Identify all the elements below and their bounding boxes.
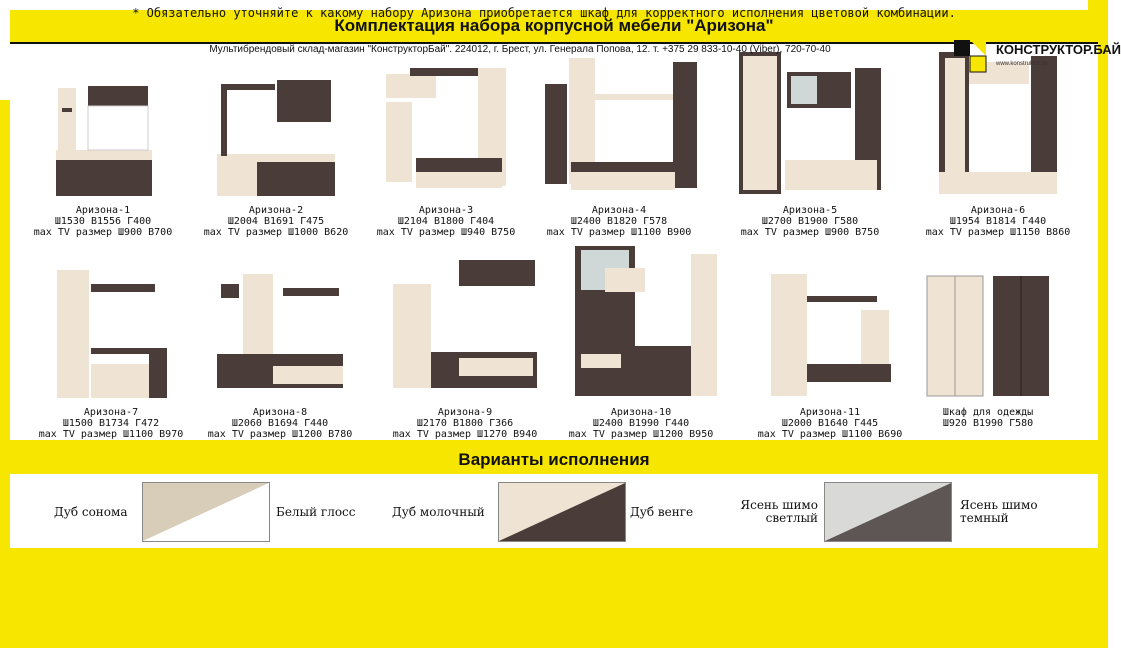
furniture-image [561, 242, 721, 400]
furniture-image [213, 270, 347, 400]
furniture-image [211, 74, 341, 198]
product-name: Аризона-9 [437, 407, 493, 418]
variants-title: Варианты исполнения [10, 449, 1098, 471]
product-name: Аризона-11 [799, 407, 861, 418]
swatch-label-left: Ясень шимо светлый [740, 498, 818, 525]
furniture-image [51, 264, 171, 400]
product-dims: Ш1954 В1814 Г440 [949, 216, 1047, 227]
product-card[interactable] [720, 48, 900, 238]
product-tv: max TV размер Ш1200 В780 [207, 429, 353, 440]
furniture-image [380, 62, 512, 198]
furniture-image [389, 256, 541, 400]
product-tv: max TV размер Ш1150 В860 [925, 227, 1071, 238]
product-card[interactable] [186, 74, 366, 238]
product-dims: Ш2060 В1694 Г440 [231, 418, 329, 429]
product-card[interactable] [356, 62, 536, 238]
furniture-image [735, 48, 885, 198]
product-card[interactable] [740, 270, 920, 440]
product-card[interactable] [375, 256, 555, 440]
product-card[interactable] [529, 54, 709, 238]
swatch-milk-oak-wenge [498, 482, 626, 542]
product-card[interactable] [551, 242, 731, 440]
product-tv: max TV размер Ш1100 В900 [546, 227, 692, 238]
product-name: Аризона-5 [782, 205, 838, 216]
product-dims: Ш2104 В1800 Г404 [397, 216, 495, 227]
product-tv: max TV размер Ш940 В750 [376, 227, 516, 238]
logo-url: www.konstruktor.by [996, 61, 1048, 67]
page-title: Комплектация набора корпусной мебели "Аризона" [10, 10, 1098, 44]
product-card[interactable] [898, 270, 1078, 429]
swatch-label-right: Ясень шимо темный [960, 498, 1038, 525]
footer-address: Мультибрендовый склад-магазин "КонструкторБай". 224012, г. Брест, ул. Генерала Попова, 12. т. +375 29 833-10-40 (Viber), 720-70-40 [209, 44, 831, 55]
swatch-label-right: Белый глосс [276, 505, 356, 519]
product-dims: Ш2004 В1691 Г475 [227, 216, 325, 227]
logo-text: КОНСТРУКТОР.БАЙ [996, 42, 1121, 57]
furniture-image [539, 54, 699, 198]
product-tv: max TV размер Ш1270 В940 [392, 429, 538, 440]
product-dims: Ш2400 В1990 Г440 [592, 418, 690, 429]
product-dims: Ш2400 В1820 Г578 [570, 216, 668, 227]
product-dims: Ш2000 В1640 Г445 [781, 418, 879, 429]
product-tv: max TV размер Ш900 В750 [740, 227, 880, 238]
brand-logo[interactable] [950, 32, 1121, 78]
product-dims: Ш2170 В1800 Г366 [416, 418, 514, 429]
footer-note: * Обязательно уточняйте к какому набору Аризона приобретается шкаф для корректного исполнения цветовой комбинации. [132, 6, 956, 20]
furniture-image [913, 270, 1063, 400]
catalog-panel [10, 44, 1098, 440]
furniture-image [48, 78, 158, 198]
product-card[interactable] [21, 264, 201, 440]
product-name: Аризона-3 [418, 205, 474, 216]
swatch-ash-shimo [824, 482, 952, 542]
swatch-oak-sonoma-white [142, 482, 270, 542]
swatch-label-left: Дуб молочный [392, 505, 485, 519]
swatch-label-right: Дуб венге [630, 505, 694, 519]
product-tv: max TV размер Ш1200 В950 [568, 429, 714, 440]
product-name: Аризона-4 [591, 205, 647, 216]
logo-icon [950, 36, 990, 76]
product-name: Шкаф для одежды [942, 407, 1034, 418]
product-name: Аризона-10 [610, 407, 672, 418]
product-tv: max TV размер Ш1100 В970 [38, 429, 184, 440]
product-name: Аризона-8 [252, 407, 308, 418]
variants-panel [10, 474, 1098, 548]
product-name: Аризона-1 [75, 205, 131, 216]
product-dims: Ш2700 В1900 Г580 [761, 216, 859, 227]
product-card[interactable] [190, 270, 370, 440]
product-card[interactable] [13, 78, 193, 238]
product-dims: Ш1530 В1556 Г400 [54, 216, 152, 227]
furniture-image [765, 270, 895, 400]
product-dims: Ш1500 В1734 Г472 [62, 418, 160, 429]
product-dims: Ш920 В1990 Г580 [942, 418, 1034, 429]
product-name: Аризона-2 [248, 205, 304, 216]
product-tv: max TV размер Ш900 В700 [33, 227, 173, 238]
product-tv: max TV размер Ш1100 В690 [757, 429, 903, 440]
product-tv: max TV размер Ш1000 В620 [203, 227, 349, 238]
swatch-label-left: Дуб сонома [54, 505, 128, 519]
product-name: Аризона-7 [83, 407, 139, 418]
product-name: Аризона-6 [970, 205, 1026, 216]
